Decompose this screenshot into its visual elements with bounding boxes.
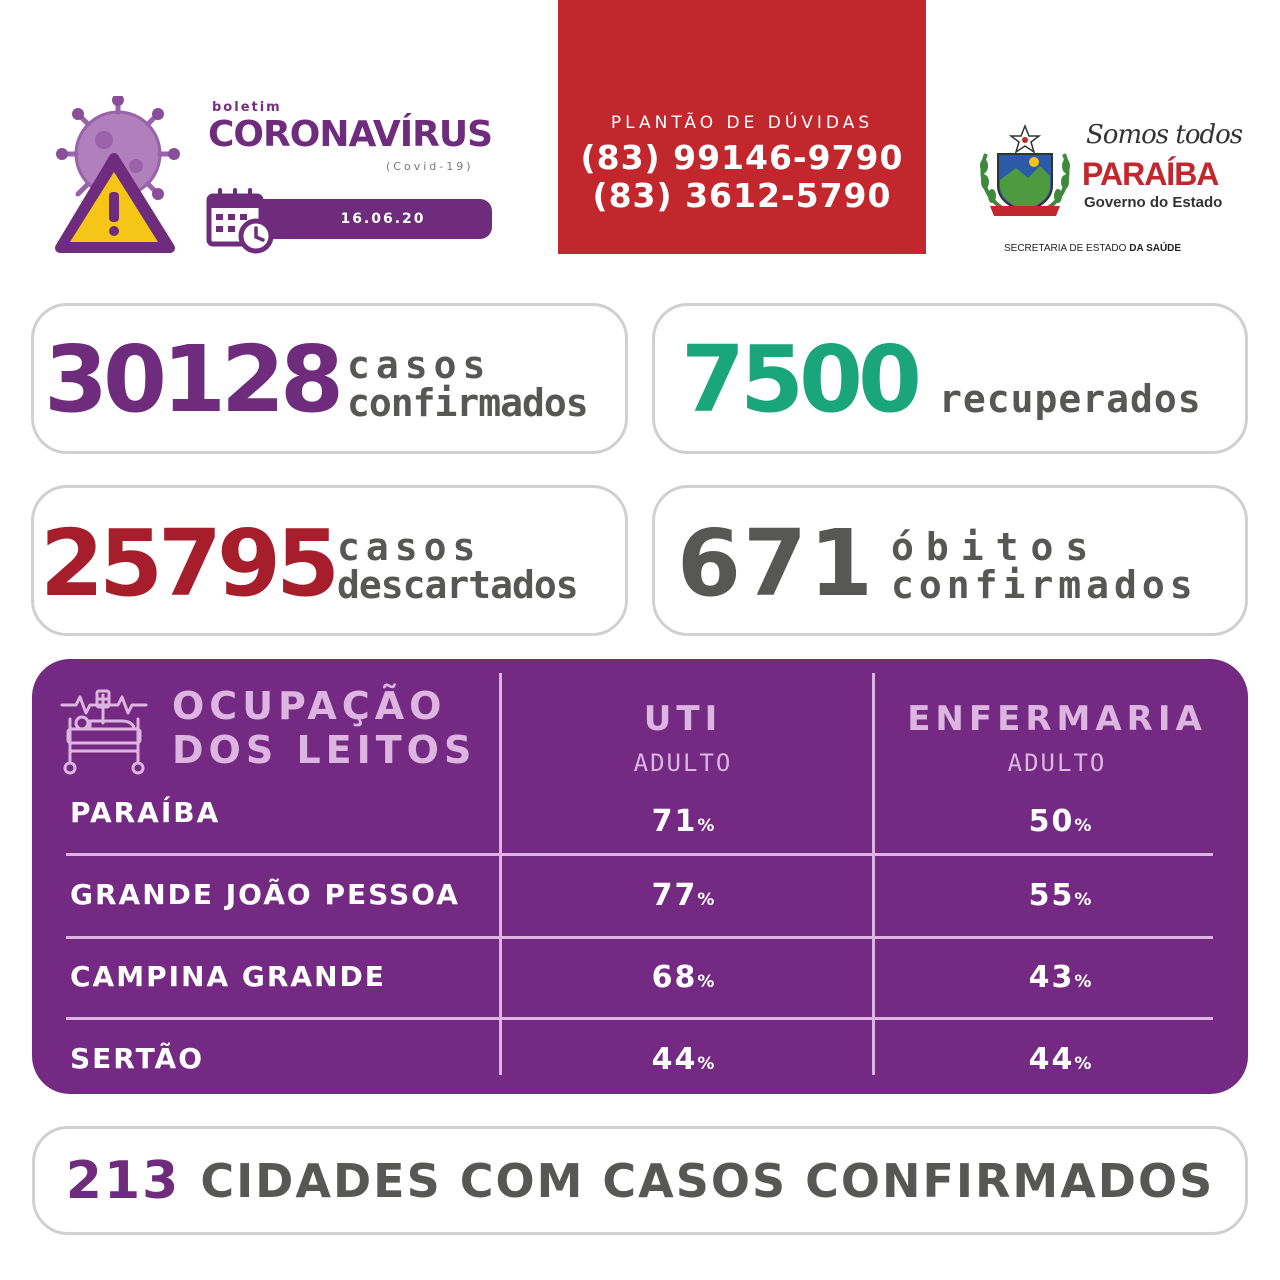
discarded-cases-value: 25795 [40,510,336,617]
enfermaria-occupancy: 50% [1028,804,1092,839]
row-divider [66,936,1213,939]
date-bar [244,199,492,239]
deaths-value: 671 [677,510,876,617]
recovered-card [652,303,1248,454]
confirmed-cases-label-2: confirmados [347,381,588,425]
enfermaria-occupancy: 43% [1028,960,1092,995]
enfermaria-column-subheader: ADULTO [1007,749,1107,777]
uti-column-header: UTI [643,699,723,739]
enfermaria-occupancy: 55% [1028,878,1092,913]
hotline-box [558,0,926,254]
row-divider [66,1017,1213,1020]
deaths-label-1: óbitos [891,525,1101,569]
column-divider [499,673,502,1075]
bulletin-title: CORONAVÍRUS [208,114,493,155]
confirmed-cases-card [31,303,628,454]
region-name: SERTÃO [70,1042,204,1075]
region-name: CAMPINA GRANDE [70,960,386,993]
recovered-value: 7500 [681,326,918,433]
slogan: Somos todos [1086,120,1243,150]
hotline-title: PLANTÃO DE DÚVIDAS [610,113,874,133]
row-divider [66,853,1213,856]
discarded-cases-label-2: descartados [337,563,578,607]
region-name: GRANDE JOÃO PESSOA [70,878,460,911]
cities-count: 213 [65,1150,181,1211]
discarded-cases-label-1: casos [337,525,482,569]
uti-occupancy: 71% [651,804,715,839]
coat-of-arms-icon [976,124,1074,220]
discarded-cases-card [31,485,628,636]
beds-title-line-2: DOS LEITOS [172,728,477,772]
uti-column-subheader: ADULTO [633,749,733,777]
enfermaria-column-header: ENFERMARIA [907,699,1207,739]
calendar-icon [206,186,274,254]
hospital-bed-icon [60,689,148,775]
hotline-phone-1[interactable]: (83) 99146-9790 [580,138,904,177]
government-label: Governo do Estado [1084,194,1223,211]
bed-occupancy-panel [32,659,1248,1094]
confirmed-cases-value: 30128 [44,326,340,433]
uti-occupancy: 68% [651,960,715,995]
department-label [1004,243,1181,254]
bulletin-date: 16.06.20 [340,211,426,227]
virus-warning-icon [52,96,182,256]
uti-occupancy: 77% [651,878,715,913]
cities-label: CIDADES COM CASOS CONFIRMADOS [200,1153,1215,1208]
covid-subtitle: (Covid-19) [386,160,474,173]
cities-card [32,1126,1248,1235]
column-divider [872,673,875,1075]
department-bold: DA SAÚDE [1129,243,1182,254]
beds-title-line-1: OCUPAÇÃO [172,684,447,728]
recovered-label: recuperados [939,377,1202,421]
region-name: PARAÍBA [70,796,221,829]
confirmed-cases-label-1: casos [347,343,492,387]
clock-icon [241,221,271,251]
department-prefix: SECRETARIA DE ESTADO [1004,243,1130,254]
deaths-card [652,485,1248,636]
deaths-label-2: confirmados [891,563,1198,607]
uti-occupancy: 44% [651,1042,715,1077]
enfermaria-occupancy: 44% [1028,1042,1092,1077]
state-name: PARAÍBA [1082,156,1219,192]
boletim-label: boletim [212,100,282,115]
hotline-phone-2[interactable]: (83) 3612-5790 [592,176,892,215]
